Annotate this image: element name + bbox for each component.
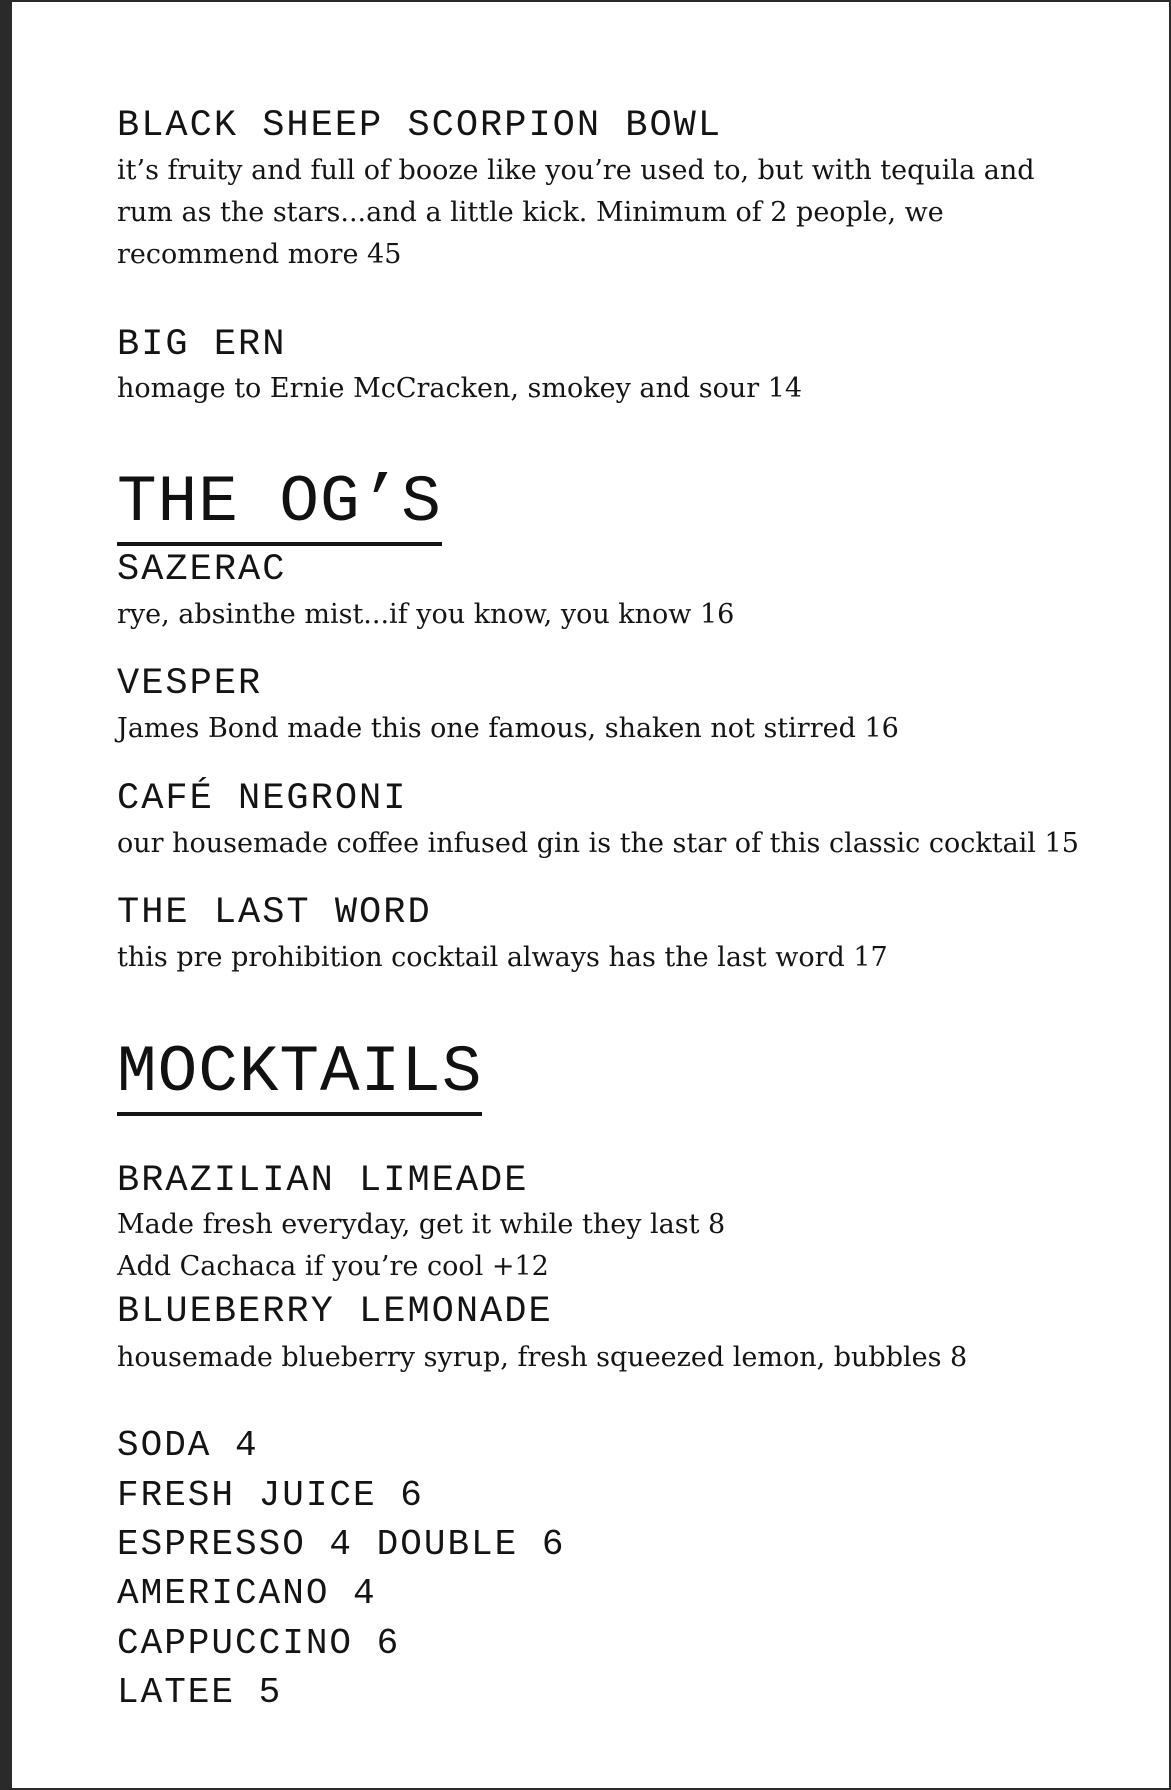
drink-list-item-espresso: ESPRESSO 4 DOUBLE 6 [117,1524,566,1565]
item-description-big-ern: homage to Ernie McCracken, smokey and sour 14 [117,373,803,404]
drink-list-item-cappuccino: CAPPUCCINO 6 [117,1623,401,1664]
item-description-black-sheep-scorpion-bowl: it’s fruity and full of booze like you’re used to, but with tequila and rum as the stars...and a little kick. Minimum of 2 people, we recommend more 45 [117,155,1035,270]
drink-list-item-latee: LATEE 5 [117,1672,283,1713]
item-description-the-last-word: this pre prohibition cocktail always has the last word 17 [117,942,888,973]
drink-list-item-soda: SODA 4 [117,1425,259,1466]
drink-list-item-fresh-juice: FRESH JUICE 6 [117,1475,424,1516]
item-name-the-last-word: THE LAST WORD [117,892,432,934]
item-description-sazerac: rye, absinthe mist...if you know, you know 16 [117,599,735,630]
item-name-big-ern: BIG ERN [117,324,287,366]
item-description-brazilian-limeade: Made fresh everyday, get it while they last 8 [117,1209,726,1240]
item-name-sazerac: SAZERAC [117,549,287,591]
item-name-black-sheep-scorpion-bowl: BLACK SHEEP SCORPION BOWL [117,105,723,147]
item-description-vesper: James Bond made this one famous, shaken not stirred 16 [117,713,899,744]
item-name-brazilian-limeade: BRAZILIAN LIMEADE [117,1160,529,1202]
drink-list-item-americano: AMERICANO 4 [117,1573,377,1614]
item-description-cafe-negroni: our housemade coffee infused gin is the star of this classic cocktail 15 [117,828,1079,859]
section-title-ogs: THE OG’S [117,470,442,546]
section-title-mocktails: MOCKTAILS [117,1040,482,1116]
item-name-blueberry-lemonade: BLUEBERRY LEMONADE [117,1291,553,1333]
item-name-vesper: VESPER [117,663,263,705]
item-addon-brazilian-limeade: Add Cachaca if you’re cool +12 [117,1251,549,1282]
item-description-blueberry-lemonade: housemade blueberry syrup, fresh squeezed lemon, bubbles 8 [117,1342,968,1373]
item-name-cafe-negroni: CAFÉ NEGRONI [117,778,408,820]
